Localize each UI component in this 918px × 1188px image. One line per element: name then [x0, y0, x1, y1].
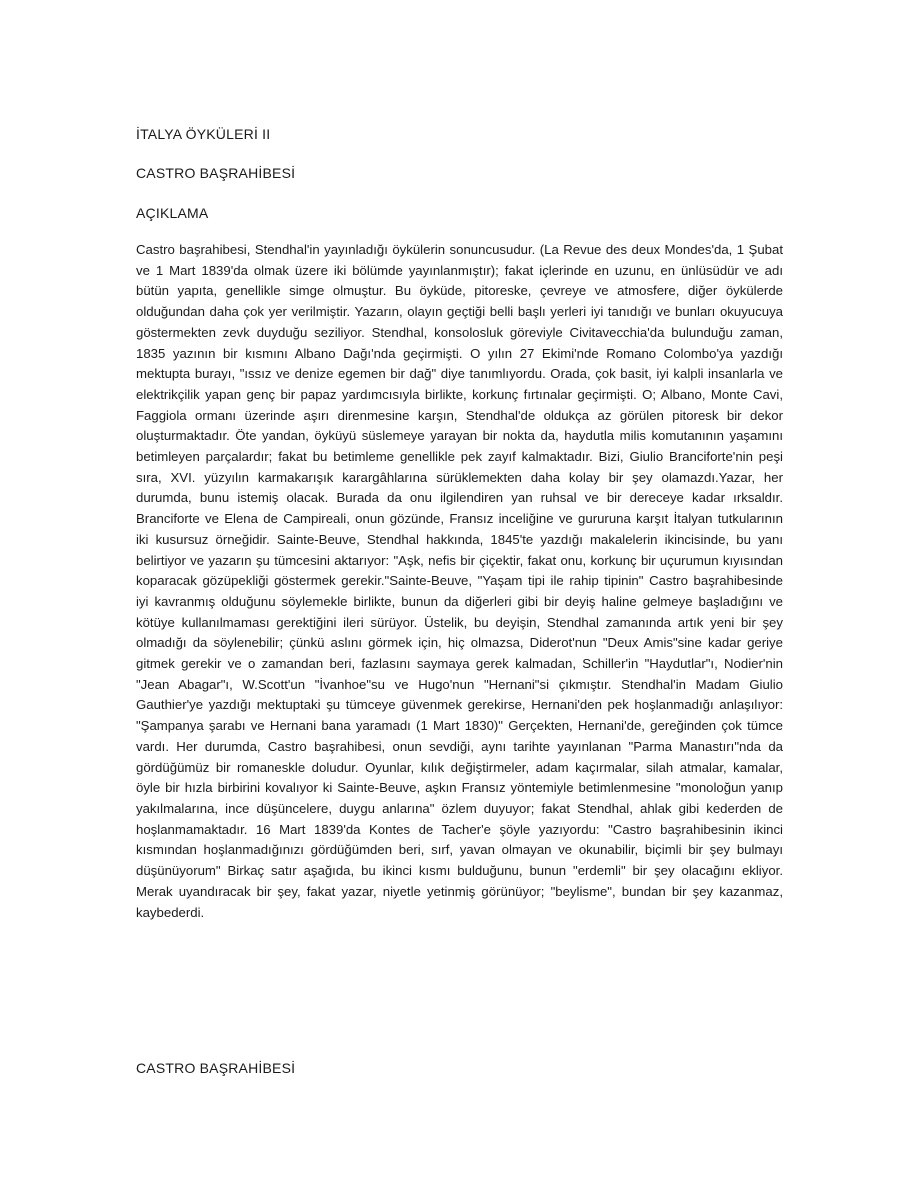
section-heading: AÇIKLAMA	[136, 205, 209, 221]
story-title: CASTRO BAŞRAHİBESİ	[136, 165, 296, 181]
document-title: İTALYA ÖYKÜLERİ II	[136, 126, 271, 142]
story-title-repeat: CASTRO BAŞRAHİBESİ	[136, 1060, 296, 1076]
body-paragraph: Castro başrahibesi, Stendhal'in yayınladığı öykülerin sonuncusudur. (La Revue des deux Mondes'da, 1 Şubat ve 1 Mart 1839'da olmak üzere iki bölümde yayınlanmıştır); fakat içlerinde en uzunu, en ünlüsüdür ve adı bütün yapıta, genellikle simge olmuştur. Bu öyküde, pitoreske, çevreye ve atmosfere, diğer öykülerde olduğundan daha çok yer verilmiştir. Yazarın, olayın geçtiği belli başlı yerleri iyi tanıdığı ve bunları okuyucuya göstermekten zevk duyduğu seziliyor. Stendhal, konsolosluk göreviyle Civitavecchia'da bulunduğu zaman, 1835 yazının bir kısmını Albano Dağı'nda geçirmişti. O yılın 27 Ekimi'nde Romano Colombo'ya yazdığı mektupta burayı, "ıssız ve denize egemen bir dağ" diye tanımlıyordu. Orada, çok basit, iyi kalpli insanlarla ve elektrikçilik yapan genç bir papaz yardımcısıyla birlikte, korkunç fırtınalar geçirmişti. O; Albano, Monte Cavi, Faggiola ormanı üzerinde aşırı direnmesine karşın, Stendhal'de oldukça az görülen pitoresk bir dekor oluşturmaktadır. Öte yandan, öyküyü süslemeye yarayan bir nokta da, haydutla milis komutanının yaşamını betimleyen parçalardır; fakat bu betimleme genellikle pek zayıf kalmaktadır. Bizi, Giulio Branciforte'nin peşi sıra, XVI. yüzyılın karmakarışık karargâhlarına sürüklemekten daha kolay bir şey olamazdı.Yazar, her durumda, bunu istemiş olacak. Burada da onu ilgilendiren yan ruhsal ve bir dereceye kadar ırksaldır. Branciforte ve Elena de Campireali, onun gözünde, Fransız inceliğine ve gururuna karşıt İtalyan tutkularının iki kusursuz örneğidir. Sainte-Beuve, Stendhal hakkında, 1845'te yazdığı makalelerin ikincisinde, bu yanı belirtiyor ve yazarın şu tümcesini aktarıyor: "Aşk, nefis bir çiçektir, fakat onu, korkunç bir uçurumun kıyısından koparacak gözüpekliği göstermek gerekir."Sainte-Beuve, "Yaşam tipi ile rahip tipinin" Castro başrahibesinde iyi kavranmış olduğunu söylemekle birlikte, bunun da diğerleri gibi bir deyiş haline gelmeye başladığını ve kötüye kullanılmaması gerektiğini ileri sürüyor. Üstelik, bu deyişin, Stendhal zamanında artık yeni bir şey olmadığı da söylenebilir; çünkü aslını görmek için, hiç olmazsa, Diderot'nun "Deux Amis"sine kadar geriye gitmek gerekir ve o zamandan beri, fazlasını saymaya gerek kalmadan, Schiller'in "Haydutlar"ı, Nodier'nin "Jean Abagar"ı, W.Scott'un "İvanhoe"su ve Hugo'nun "Hernani"si çıkmıştır. Stendhal'in Madam Giulio Gauthier'ye yazdığı mektuptaki şu tümceye güvenmek gerekirse, Hernani'den pek hoşlanmadığı anlaşılıyor: "Şampanya şarabı ve Hernani bana yaramadı (1 Mart 1830)" Gerçekten, Hernani'de, gereğinden çok tümce vardı. Her durumda, Castro başrahibesi, onun sevdiği, aynı tarihte yayınlanan "Parma Manastırı"nda da gördüğümüz bir romaneskle doludur. Oyunlar, kılık değiştirmeler, adam kaçırmalar, silah atmalar, kamalar, öyle bir hızla birbirini kovalıyor ki Sainte-Beuve, aşkın Fransız yöntemiyle betimlenmesine "monoloğun yanıp yakılmalarına, ince düşüncelere, duygu anlarına" özlem duyuyor; fakat Stendhal, ahlak gibi kederden de hoşlanmamaktadır. 16 Mart 1839'da Kontes de Tacher'e şöyle yazıyordu: "Castro başrahibesinin ikinci kısmından hoşlanmadığınızı gördüğümden beri, sırf, yavan olmayan ve okunabilir, biçimli bir şey bulmayı düşünüyorum" Birkaç satır aşağıda, bu ikinci kısmı bulduğunu, bunun "erdemli" bir şey olacağını ekliyor. Merak uyandıracak bir şey, fakat yazar, niyetle yetinmiş görünüyor; "beylisme", bundan bir şey kazanmaz, kaybederdi.	[136, 242, 783, 920]
